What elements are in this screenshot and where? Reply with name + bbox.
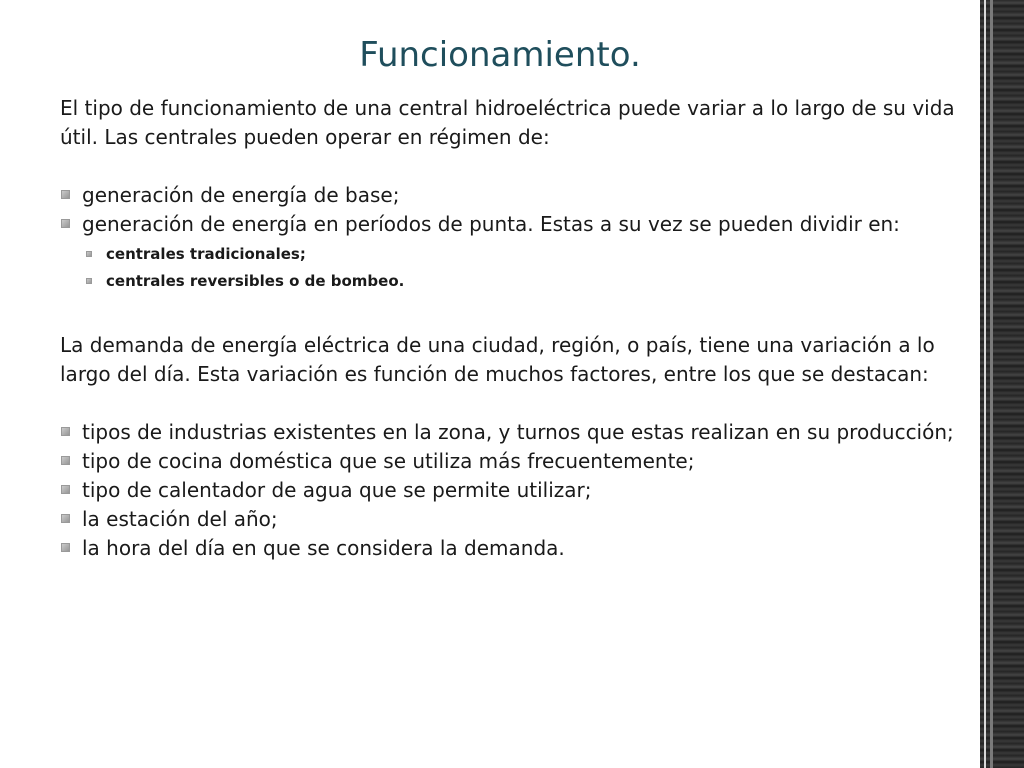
slide-content <box>60 94 955 563</box>
list-item-factor: tipo de calentador de agua que se permite utilizar; <box>60 476 955 505</box>
regime-list <box>60 181 955 239</box>
list-item-factor: tipos de industrias existentes en la zona, y turnos que estas realizan en su producción; <box>60 418 955 447</box>
list-item-factor: la hora del día en que se considera la demanda. <box>60 534 955 563</box>
factors-list <box>60 418 955 563</box>
slide-title: Funcionamiento. <box>359 35 641 75</box>
intro-paragraph: El tipo de funcionamiento de una central hidroeléctrica puede variar a lo largo de su vida útil. Las centrales pueden operar en régimen de: <box>60 96 955 149</box>
demand-paragraph: La demanda de energía eléctrica de una ciudad, región, o país, tiene una variación a lo largo del día. Esta variación es función de muchos factores, entre los que se destacan: <box>60 333 935 386</box>
decorative-frame <box>980 0 1024 768</box>
list-item-reversible: centrales reversibles o de bombeo. <box>60 268 955 295</box>
list-item-regime-peak: generación de energía en períodos de punta. Estas a su vez se pueden dividir en: <box>60 210 955 239</box>
list-item-regime-base: generación de energía de base; <box>60 181 955 210</box>
list-item-traditional: centrales tradicionales; <box>60 241 955 268</box>
list-item-factor: la estación del año; <box>60 505 955 534</box>
peak-types-list <box>60 241 955 295</box>
list-item-factor: tipo de cocina doméstica que se utiliza más frecuentemente; <box>60 447 955 476</box>
